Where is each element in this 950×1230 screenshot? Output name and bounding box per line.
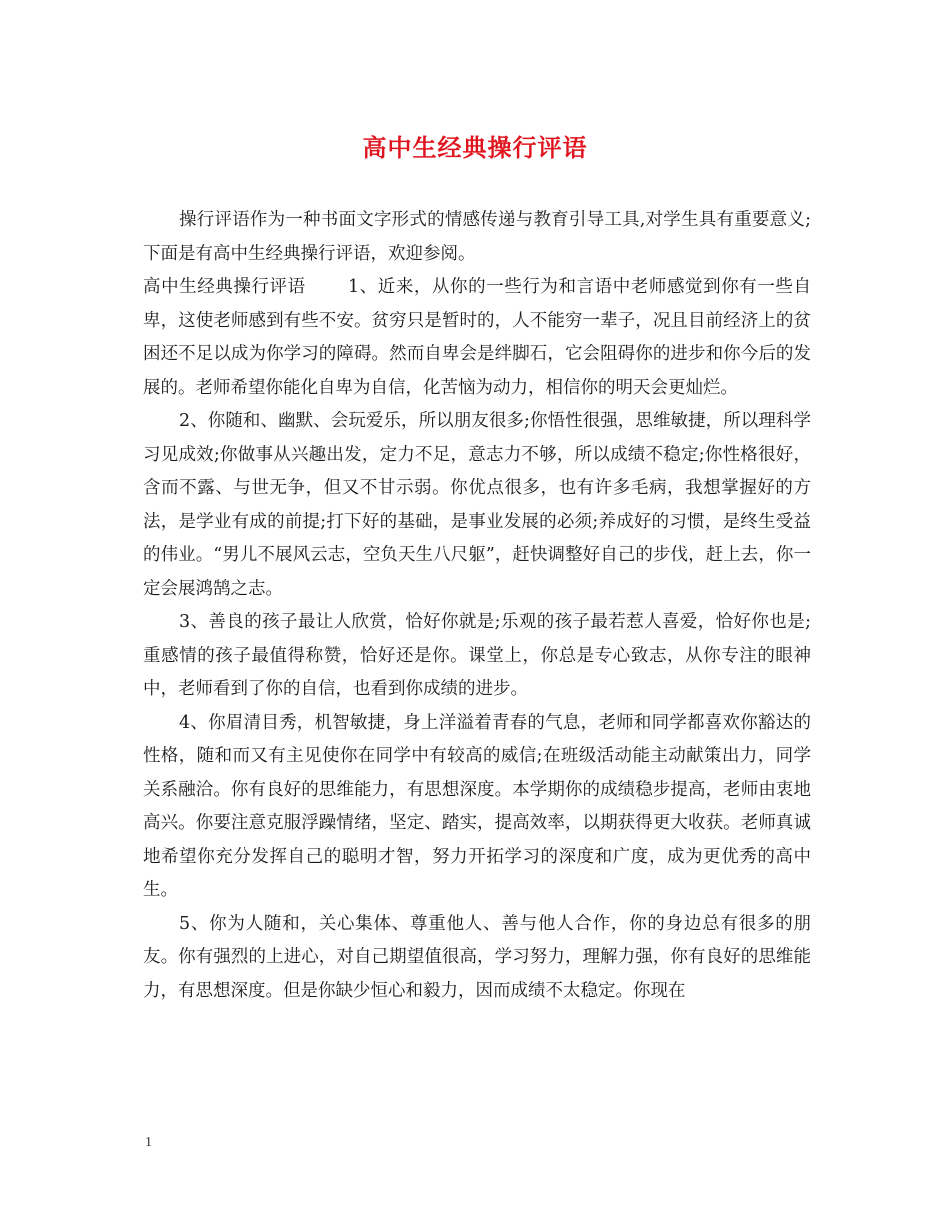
document-title: 高中生经典操行评语 [362,133,588,162]
paragraph-intro: 操行评语作为一种书面文字形式的情感传递与教育引导工具,对学生具有重要意义;下面是有高中生经典操行评语，欢迎参阅。 [143,210,811,264]
paragraph-comment-5: 5、你为人随和，关心集体、尊重他人、善与他人合作，你的身边总有很多的朋友。你有强烈的上进心，对自己期望值很高，学习努力，理解力强，你有良好的思维能力，有思想深度。但是你缺少恒心和毅力，因而成绩不太稳定。你现在 [143,913,811,1001]
paragraph-comment-1: 高中生经典操行评语 1、近来，从你的一些行为和言语中老师感觉到你有一些自卑，这使老师感到有些不安。贫穷只是暂时的，人不能穷一辈子，况且目前经济上的贫困还不足以成为你学习的障碍。然而自卑会是绊脚石，它会阻碍你的进步和你今后的发展的。老师希望你能化自卑为自信，化苦恼为动力，相信你的明天会更灿烂。 [143,277,811,398]
paragraph-comment-4: 4、你眉清目秀，机智敏捷，身上洋溢着青春的气息，老师和同学都喜欢你豁达的性格，随和而又有主见使你在同学中有较高的威信;在班级活动能主动献策出力，同学关系融洽。你有良好的思维能力，有思想深度。本学期你的成绩稳步提高，老师由衷地高兴。你要注意克服浮躁情绪，坚定、踏实，提高效率，以期获得更大收获。老师真诚地希望你充分发挥自己的聪明才智，努力开拓学习的深度和广度，成为更优秀的高中生。 [143,712,811,900]
paragraph-comment-3: 3、善良的孩子最让人欣赏，恰好你就是;乐观的孩子最若惹人喜爱，恰好你也是;重感情的孩子最值得称赞，恰好还是你。课堂上，你总是专心致志，从你专注的眼神中，老师看到了你的自信，也看到你成绩的进步。 [143,612,811,699]
page-number: 1 [145,1135,152,1150]
paragraph-comment-2: 2、你随和、幽默、会玩爱乐，所以朋友很多;你悟性很强，思维敏捷，所以理科学习见成效;你做事从兴趣出发，定力不足，意志力不够，所以成绩不稳定;你性格很好，含而不露、与世无争，但又不甘示弱。你优点很多，也有许多毛病，我想掌握好的方法，是学业有成的前提;打下好的基础，是事业发展的必须;养成好的习惯，是终生受益的伟业。“男儿不展风云志，空负天生八尺躯”，赶快调整好自己的步伐，赶上去，你一定会展鸿鹄之志。 [143,411,811,599]
document-body [143,204,811,1008]
